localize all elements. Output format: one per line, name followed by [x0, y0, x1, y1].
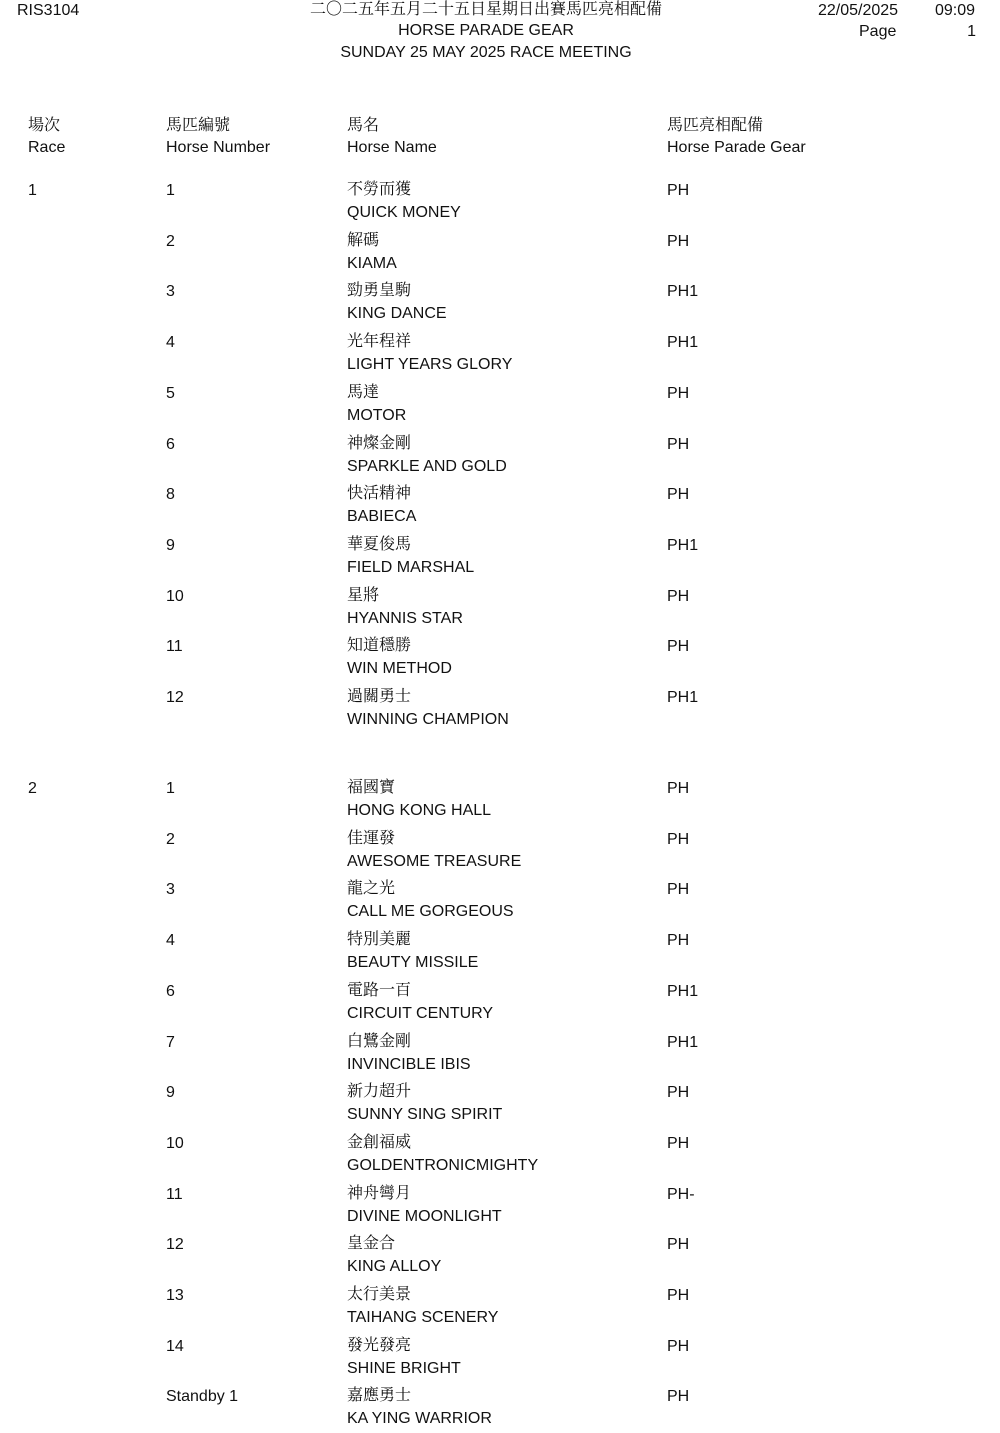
horse-name-chinese: 華夏俊馬 [347, 536, 412, 553]
horse-number: 9 [166, 1084, 175, 1101]
parade-gear: PH [667, 436, 690, 453]
parade-gear: PH [667, 1287, 690, 1304]
horse-name-english: DIVINE MOONLIGHT [347, 1208, 502, 1225]
parade-gear: PH [667, 1084, 690, 1101]
horse-number: 1 [166, 780, 175, 797]
horse-number: 14 [166, 1338, 184, 1355]
horse-name-english: WIN METHOD [347, 660, 452, 677]
horse-name-english: BABIECA [347, 508, 417, 525]
column-header-gear: Horse Parade Gear [667, 139, 806, 156]
horse-name-english: LIGHT YEARS GLORY [347, 356, 513, 373]
horse-number: 5 [166, 385, 175, 402]
horse-name-english: TAIHANG SCENERY [347, 1309, 499, 1326]
parade-gear: PH1 [667, 537, 699, 554]
horse-number: 10 [166, 1135, 184, 1152]
horse-name-chinese: 過關勇士 [347, 688, 412, 705]
horse-name-chinese: 光年程祥 [347, 333, 412, 350]
horse-number: 6 [166, 436, 175, 453]
parade-gear: PH1 [667, 334, 699, 351]
page-label: Page [859, 23, 897, 40]
column-header-race-chinese: 場次 [28, 117, 61, 134]
horse-number: 9 [166, 537, 175, 554]
horse-name-english: SPARKLE AND GOLD [347, 458, 507, 475]
horse-name-chinese: 神燦金剛 [347, 435, 412, 452]
horse-number: 4 [166, 932, 175, 949]
horse-name-chinese: 嘉應勇士 [347, 1387, 412, 1404]
horse-name-english: KIAMA [347, 255, 397, 272]
parade-gear: PH1 [667, 983, 699, 1000]
print-time: 09:09 [935, 2, 976, 19]
column-header-race: Race [28, 139, 66, 156]
horse-name-chinese: 佳運發 [347, 830, 396, 847]
parade-gear: PH [667, 780, 690, 797]
report-title-english: HORSE PARADE GEAR [398, 22, 574, 39]
parade-gear: PH1 [667, 1034, 699, 1051]
horse-name-english: SHINE BRIGHT [347, 1360, 461, 1377]
report-id: RIS3104 [17, 2, 80, 19]
parade-gear: PH [667, 1338, 690, 1355]
horse-number: 4 [166, 334, 175, 351]
parade-gear: PH [667, 831, 690, 848]
horse-number: 7 [166, 1034, 175, 1051]
horse-name-english: INVINCIBLE IBIS [347, 1056, 471, 1073]
parade-gear: PH1 [667, 689, 699, 706]
horse-name-english: WINNING CHAMPION [347, 711, 509, 728]
horse-name-english: AWESOME TREASURE [347, 853, 522, 870]
horse-name-english: CIRCUIT CENTURY [347, 1005, 494, 1022]
parade-gear: PH- [667, 1186, 695, 1203]
horse-name-chinese: 特別美麗 [347, 931, 412, 948]
parade-gear: PH [667, 638, 690, 655]
horse-name-english: KING DANCE [347, 305, 447, 322]
horse-name-chinese: 金創福威 [347, 1134, 412, 1151]
horse-name-english: SUNNY SING SPIRIT [347, 1106, 503, 1123]
parade-gear: PH [667, 1135, 690, 1152]
horse-number: 11 [166, 1186, 183, 1203]
horse-number: 13 [166, 1287, 184, 1304]
horse-name-chinese: 龍之光 [347, 880, 396, 897]
horse-number: 6 [166, 983, 175, 1000]
horse-name-english: MOTOR [347, 407, 407, 424]
horse-name-chinese: 不勞而獲 [347, 181, 412, 198]
horse-name-chinese: 新力超升 [347, 1083, 412, 1100]
horse-name-english: CALL ME GORGEOUS [347, 903, 514, 920]
horse-name-english: QUICK MONEY [347, 204, 461, 221]
parade-gear: PH [667, 385, 690, 402]
horse-name-english: HYANNIS STAR [347, 610, 463, 627]
parade-gear: PH [667, 932, 690, 949]
horse-name-chinese: 電路一百 [347, 982, 412, 999]
horse-name-english: KING ALLOY [347, 1258, 442, 1275]
horse-name-english: HONG KONG HALL [347, 802, 492, 819]
horse-name-chinese: 白鷺金剛 [347, 1033, 412, 1050]
horse-number: 12 [166, 689, 184, 706]
report-title-chinese: 二〇二五年五月二十五日星期日出賽馬匹亮相配備 [309, 1, 662, 18]
horse-number: 1 [166, 182, 175, 199]
horse-number: 12 [166, 1236, 184, 1253]
horse-name-chinese: 發光發亮 [347, 1337, 412, 1354]
parade-gear: PH [667, 486, 690, 503]
horse-name-english: GOLDENTRONICMIGHTY [347, 1157, 539, 1174]
print-date: 22/05/2025 [818, 2, 899, 19]
column-header-name: Horse Name [347, 139, 437, 156]
horse-name-chinese: 勁勇皇駒 [347, 282, 412, 299]
horse-name-chinese: 快活精神 [347, 485, 412, 502]
page-number: 1 [967, 23, 976, 40]
horse-name-english: BEAUTY MISSILE [347, 954, 479, 971]
column-header-name-chinese: 馬名 [347, 117, 380, 134]
parade-gear: PH1 [667, 283, 699, 300]
horse-name-english: FIELD MARSHAL [347, 559, 475, 576]
horse-number: Standby 1 [166, 1388, 239, 1405]
horse-name-chinese: 解碼 [347, 232, 380, 249]
column-header-number: Horse Number [166, 139, 271, 156]
horse-name-chinese: 太行美景 [347, 1286, 412, 1303]
horse-number: 2 [166, 831, 175, 848]
horse-name-chinese: 皇金合 [347, 1235, 396, 1252]
horse-name-chinese: 星將 [347, 587, 380, 604]
horse-number: 2 [166, 233, 175, 250]
horse-number: 11 [166, 638, 183, 655]
race-number: 2 [28, 780, 37, 797]
horse-name-english: KA YING WARRIOR [347, 1410, 492, 1427]
meeting-date-title: SUNDAY 25 MAY 2025 RACE MEETING [340, 44, 632, 61]
parade-gear: PH [667, 881, 690, 898]
parade-gear: PH [667, 233, 690, 250]
horse-name-chinese: 神舟彎月 [347, 1185, 412, 1202]
column-header-number-chinese: 馬匹編號 [166, 117, 231, 134]
horse-number: 3 [166, 881, 175, 898]
parade-gear: PH [667, 1388, 690, 1405]
horse-name-chinese: 知道穩勝 [347, 637, 412, 654]
column-header-gear-chinese: 馬匹亮相配備 [667, 117, 764, 134]
race-number: 1 [28, 182, 37, 199]
parade-gear: PH [667, 1236, 690, 1253]
horse-number: 3 [166, 283, 175, 300]
parade-gear: PH [667, 588, 690, 605]
horse-number: 8 [166, 486, 175, 503]
horse-name-chinese: 福國寶 [347, 779, 396, 796]
horse-number: 10 [166, 588, 184, 605]
parade-gear: PH [667, 182, 690, 199]
horse-name-chinese: 馬達 [347, 384, 380, 401]
